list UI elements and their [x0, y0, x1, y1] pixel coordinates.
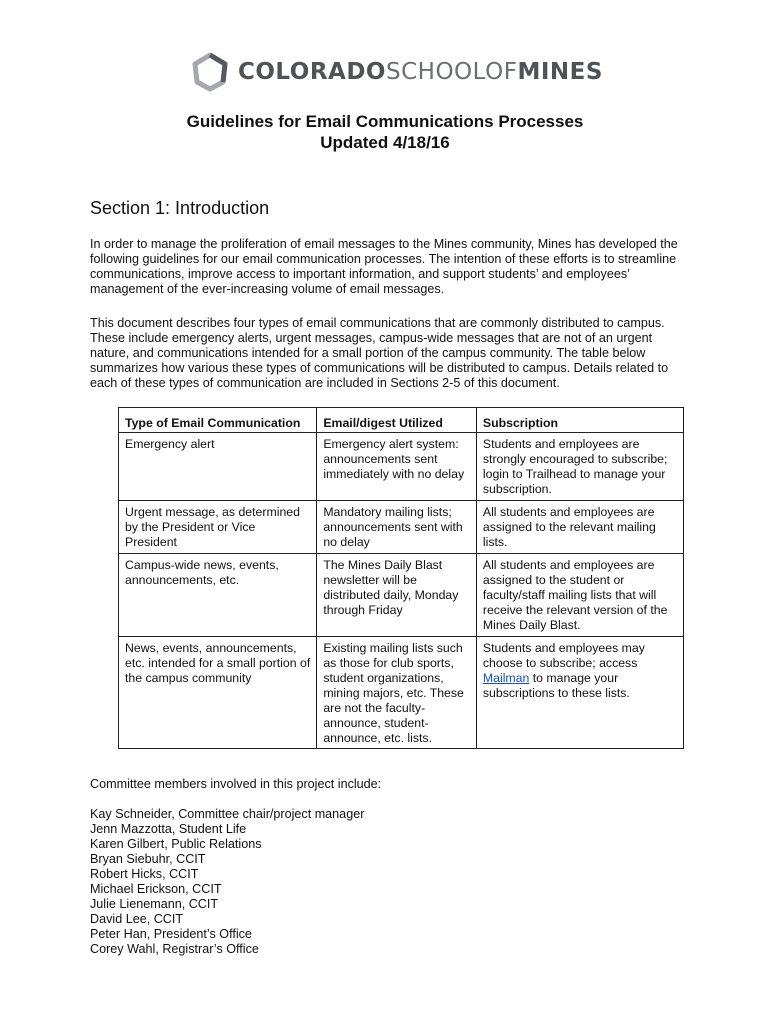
table-cell: All students and employees are assigned to the student or faculty/staff mailing lists that will receive the relevant version of the Mines Daily Blast. — [476, 554, 683, 637]
table-cell: Urgent message, as determined by the President or Vice President — [119, 501, 317, 554]
list-item: Robert Hicks, CCIT — [90, 867, 199, 881]
email-types-table — [118, 407, 684, 749]
committee-members-list — [90, 807, 364, 957]
table-cell: The Mines Daily Blast newsletter will be distributed daily, Monday through Friday — [317, 554, 477, 637]
title-line: Guidelines for Email Communications Processes — [186, 112, 584, 131]
table-cell: News, events, announcements, etc. intended for a small portion of the campus community — [119, 637, 317, 749]
intro-paragraph-1: In order to manage the proliferation of email messages to the Mines community, Mines has developed the following guidelines for our email communication processes. The intention of these efforts is to streamline communications, improve access to important information, and support students’ and employees’ management of the ever-increasing volume of email messages. — [90, 237, 678, 296]
list-item: Jenn Mazzotta, Student Life — [90, 822, 247, 836]
list-item: Bryan Siebuhr, CCIT — [90, 852, 206, 866]
mines-logo — [190, 52, 603, 92]
list-item: Karen Gilbert, Public Relations — [90, 837, 262, 851]
table-cell: Emergency alert system: announcements sent immediately with no delay — [317, 433, 477, 501]
list-item: Kay Schneider, Committee chair/project manager — [90, 807, 365, 821]
section-heading: Section 1: Introduction — [90, 198, 270, 218]
table-cell: Students and employees are strongly encouraged to subscribe; login to Trailhead to manage your subscription. — [476, 433, 683, 501]
mailman-link[interactable]: Mailman — [482, 671, 530, 685]
list-item: Julie Lienemann, CCIT — [90, 897, 219, 911]
subscription-text: Students and employees may choose to subscribe; access — [482, 641, 645, 670]
table-cell — [476, 637, 683, 749]
table-cell: Campus-wide news, events, announcements, etc. — [119, 554, 317, 637]
title-updated-date: Updated 4/18/16 — [320, 133, 450, 152]
logo-wordmark: COLORADOSCHOOLOFMINES — [238, 59, 603, 85]
table-cell: Mandatory mailing lists; announcements sent with no delay — [317, 501, 477, 554]
document-title — [0, 111, 770, 153]
mines-logo-icon — [190, 52, 230, 92]
table-header-row — [119, 408, 684, 433]
list-item: Michael Erickson, CCIT — [90, 882, 222, 896]
table-header: Type of Email Communication — [119, 408, 317, 433]
table-cell: Emergency alert — [119, 433, 317, 501]
list-item: David Lee, CCIT — [90, 912, 184, 926]
table-header: Email/digest Utilized — [317, 408, 477, 433]
committee-intro: Committee members involved in this project include: — [90, 777, 382, 791]
table-cell: All students and employees are assigned to the relevant mailing lists. — [476, 501, 683, 554]
subscription-text: to manage your subscriptions to these lists. — [482, 671, 630, 700]
table-row — [119, 637, 684, 749]
list-item: Peter Han, President’s Office — [90, 927, 252, 941]
table-row — [119, 554, 684, 637]
table-row — [119, 433, 684, 501]
table-header: Subscription — [476, 408, 683, 433]
table-cell: Existing mailing lists such as those for club sports, student organizations, mining majors, etc. These are not the faculty-announce, student-announce, etc. lists. — [317, 637, 477, 749]
table-row — [119, 501, 684, 554]
intro-paragraph-2: This document describes four types of email communications that are commonly distributed to campus. These include emergency alerts, urgent messages, campus-wide messages that are not of an urgent nature, and communications intended for a small portion of the campus community. The table below summarizes how various these types of communications will be distributed to campus. Details related to each of these types of communication are included in Sections 2-5 of this document. — [90, 316, 669, 390]
list-item: Corey Wahl, Registrar’s Office — [90, 942, 259, 956]
